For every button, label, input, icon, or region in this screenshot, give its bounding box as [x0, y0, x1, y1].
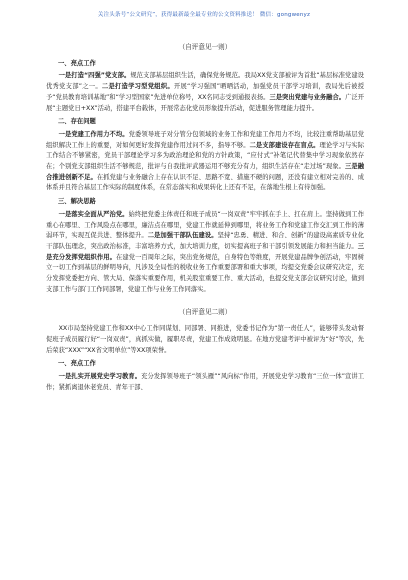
header-banner: 关注头条号“公文研究”，获得最新最全最专业的公文资料推送！ 微信：gongwenyz	[97, 12, 311, 18]
section-title: （自评意见二则）	[178, 308, 232, 317]
bold-lead-phrase: 三是突出党建与业务融合。	[269, 93, 346, 101]
paragraph-text: 始终把党委主体责任和班子成员“一岗双责”牢牢抓在手上、扛在肩上。坚持做到工作重心在哪里、工作风险点在哪里，廉洁点在哪里，党建工作就延伸到哪里，将业务工作和党建工作交汇到工作的薄弱环节，实现互促共进、整体提升。	[46, 210, 364, 240]
section-heading: 三、解决思路	[58, 198, 96, 206]
paragraph-text: 党委领导班子对分管分包领域的业务工作和党建工作用力不均，比较注重帮助基层党组织解决工作上的重要，对如何更好发挥党建作用过问不多，指导不够。	[46, 130, 365, 149]
paragraph	[46, 324, 364, 356]
paragraph-text: 广泛开展“主题党日+XX”活动，搭建平台载体，开展常态化党员形象提升活动，促进服务管理能力提升。	[46, 93, 364, 112]
section-heading: 一、亮点工作	[58, 59, 96, 67]
document-body	[46, 42, 364, 393]
bold-lead-phrase: 三是充分发挥党组织作用。	[46, 242, 364, 261]
bold-lead-phrase: 二是支部建设存在盲点。	[249, 141, 320, 149]
paragraph-text: 理论学习与实际工作结合不够紧密，党员干部理论学习多为政治理论和党的方针政策，“应付式”补笔记代替集中学习现象依然存在；个别党支部组织生活不够规范，批评与自我批评武器运用不够充分有力，组织生活存在“走过场”现象。	[46, 141, 365, 171]
paragraph-text: 坚持“忠勇、精进、和合、创新”的建设高素质专业化干部队伍理念，突出政治标准，丰富培养方式，加大培训力度，切实提高班子和干部引领发展能力和担当能力。	[46, 232, 365, 250]
bold-lead-phrase: 一是落实全面从严治党。	[58, 210, 129, 218]
paragraph-text: XX市局坚持党建工作和XX中心工作同谋划、同部署、同推进，党委书记作为“第一责任人”，能够带头发动督促班子成员履行好“一岗双责”，真抓实做，履职尽责，党建工作成效明显。在地方党建考评中被评为“好”等次，先后荣获“XXX”“XX省文明单位”等XX项荣誉。	[46, 325, 364, 354]
paragraph	[46, 130, 364, 194]
paragraph-text: 开展“学习强国”晒晒活动，加强党员干部学习培训，我局先后被授予“党员教育培训基地”和“学习型国家”先进单位称号，XX名同志受到通报表扬。	[46, 83, 364, 101]
bold-lead-phrase: 三是融合推进创新不足。	[46, 163, 365, 181]
paragraph	[46, 71, 364, 114]
paragraph	[46, 372, 364, 393]
bold-lead-phrase: 一是扎实开展党史学习教育。	[58, 372, 142, 380]
bold-lead-phrase: 一是打造“四强”党支部。	[58, 72, 131, 80]
paragraph-text: 在建党一百周年之际，突出党务规范，自身特色等维度，开展党建品牌争创活动，牢固树立一切工作到基层的鲜明导向，凡涉及全局性的税收业务工作重要部署和重大事项，均提交党委会议研究决定，充分发挥党委把方向、管大局、保落实重要作用，机关股室重要工作、重大活动，也提交党支部会议研究讨论，做到支部工作与部门工作同部署，党建工作与业务工作同落实。	[46, 253, 365, 293]
paragraph-text: 在抓党建与业务融合上存在认识不足、思路不宽、措施不硬的问题，还没有建立相对完善的、成体系并且符合基层工作实际的制度体系，在常态落实和成果转化上还有不足，在落地生根上有待加强。	[46, 173, 365, 192]
paragraph	[46, 210, 364, 296]
bold-lead-phrase: 二是加强干部队伍建设。	[147, 232, 218, 240]
paragraph-text: 规范支部基层组织生活，确保党务规范。我局XX党支部被评为首批“基层标准党建设优秀党支部”之一。	[46, 72, 364, 91]
section-heading: 一、亮点工作	[58, 360, 96, 368]
bold-lead-phrase: 一是党建工作用力不均。	[58, 130, 129, 138]
section-heading: 二、存在问题	[58, 118, 96, 126]
bold-lead-phrase: 二是打造学习型党组织。	[101, 83, 174, 91]
section-gap	[46, 295, 364, 307]
section-title: （自评意见一则）	[178, 43, 232, 51]
paragraph-text: 充分发挥领导班子“领头雁”“风向标”作用，开展党史学习教育“三位一体”宣讲工作；紧抓离退休老党员、青年干部、	[46, 372, 364, 391]
